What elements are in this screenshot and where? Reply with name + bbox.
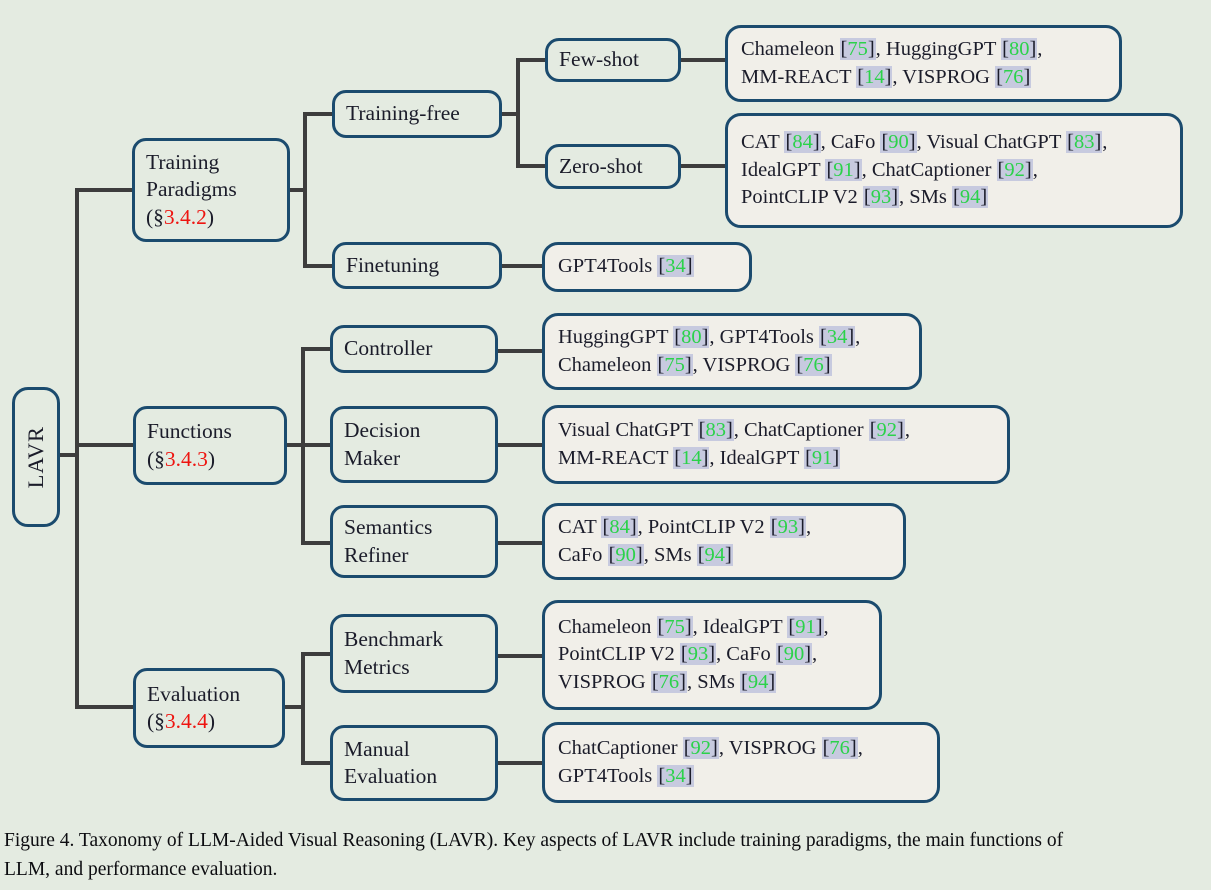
node-controller: Controller (330, 325, 498, 373)
node-semantics-refiner: Semantics Refiner (330, 505, 498, 578)
citation-ref: [94] (697, 543, 732, 566)
connector-controller-leaf (496, 349, 544, 353)
connector-branch-semantics-refiner (301, 541, 332, 545)
connector-manual-evaluation-leaf (496, 761, 544, 765)
node-functions: Functions (§3.4.3) (133, 406, 287, 485)
citation-ref: [76] (796, 353, 831, 376)
citation-ref: [91] (826, 158, 861, 181)
citation-ref: [83] (1067, 131, 1102, 154)
citation-ref: [90] (608, 543, 643, 566)
citation-ref: [92] (997, 158, 1032, 181)
citation-ref: [80] (674, 326, 709, 349)
connector-benchmark-metrics-leaf (496, 654, 544, 658)
connector-semantics-refiner-leaf (496, 541, 544, 545)
citation-ref: [83] (698, 419, 733, 442)
node-zero-shot: Zero-shot (545, 144, 681, 189)
node-decision-maker: Decision Maker (330, 406, 498, 483)
connector-branch-controller (301, 347, 332, 351)
citation-ref: [84] (785, 131, 820, 154)
connector-branch-training-free (303, 112, 334, 116)
connector-finetuning-leaf (500, 264, 544, 268)
caption-line-1: Figure 4. Taxonomy of LLM-Aided Visual Reasoning (LAVR). Key aspects of LAVR include training paradigms, the main functions of (4, 830, 1064, 851)
caption-line-2: LLM, and performance evaluation. (4, 859, 278, 881)
citation-ref: [75] (657, 615, 692, 638)
citation-ref: [84] (602, 516, 637, 539)
node-evaluation: Evaluation (§3.4.4) (133, 668, 285, 748)
connector-branch-benchmark-metrics (301, 652, 332, 656)
node-lavr-root (12, 387, 60, 527)
connector-ev-trunk (301, 652, 305, 765)
leaf-few-shot-methods: Chameleon [75], HuggingGPT [80], MM-REACT [14], VISPROG [76] (725, 25, 1122, 102)
node-training-paradigms: Training Paradigms (§3.4.2) (132, 138, 290, 242)
citation-ref: [75] (840, 38, 875, 61)
leaf-controller-methods: HuggingGPT [80], GPT4Tools [34], Chameleon [75], VISPROG [76] (542, 313, 922, 390)
citation-ref: [76] (996, 65, 1031, 88)
connector-branch-training-paradigms (75, 188, 134, 192)
citation-ref: [14] (857, 65, 892, 88)
connector-decision-maker-leaf (496, 443, 544, 447)
connector-few-shot-leaf (679, 58, 727, 62)
node-manual-evaluation: Manual Evaluation (330, 725, 498, 801)
node-finetuning: Finetuning (332, 242, 502, 289)
connector-zero-shot-leaf (679, 164, 727, 168)
citation-ref: [93] (680, 643, 716, 666)
citation-ref: [90] (881, 131, 916, 154)
leaf-decision-maker-methods: Visual ChatGPT [83], ChatCaptioner [92], MM-REACT [14], IdealGPT [91] (542, 405, 1010, 484)
leaf-benchmark-metrics-methods: Chameleon [75], IdealGPT [91], PointCLIP V2 [93], CaFo [90], VISPROG [76], SMs [94] (542, 600, 882, 710)
citation-ref: [75] (657, 353, 692, 376)
leaf-manual-evaluation-methods: ChatCaptioner [92], VISPROG [76], GPT4Tools [34] (542, 722, 940, 803)
citation-ref: [14] (674, 446, 709, 469)
citation-ref: [91] (805, 446, 840, 469)
leaf-semantics-refiner-methods: CAT [84], PointCLIP V2 [93], CaFo [90], SMs [94] (542, 503, 906, 580)
connector-branch-manual-evaluation (301, 761, 332, 765)
connector-tp-trunk (303, 112, 307, 268)
connector-branch-evaluation (75, 705, 135, 709)
connector-root-trunk (75, 188, 79, 709)
citation-ref: [90] (776, 643, 812, 666)
citation-ref: [94] (740, 670, 776, 693)
connector-tf-trunk (516, 58, 520, 168)
citation-ref: [34] (820, 326, 855, 349)
connector-branch-zero-shot (516, 164, 547, 168)
node-training-free: Training-free (332, 90, 502, 138)
citation-ref: [91] (788, 615, 823, 638)
citation-ref: [93] (770, 516, 805, 539)
figure-caption (4, 826, 1208, 885)
leaf-zero-shot-methods: CAT [84], CaFo [90], Visual ChatGPT [83], IdealGPT [91], ChatCaptioner [92], PointCLIP V2 [93], SMs [94] (725, 113, 1183, 228)
citation-ref: [34] (658, 764, 693, 787)
citation-ref: [76] (651, 670, 686, 693)
connector-branch-finetuning (303, 264, 334, 268)
citation-ref: [76] (822, 737, 857, 760)
citation-ref: [92] (683, 737, 718, 760)
leaf-finetuning-methods: GPT4Tools [34] (542, 242, 752, 292)
citation-ref: [94] (953, 186, 988, 209)
citation-ref: [93] (863, 186, 899, 209)
citation-ref: [80] (1002, 38, 1037, 61)
citation-ref: [34] (658, 255, 693, 278)
citation-ref: [92] (869, 419, 904, 442)
node-benchmark-metrics: Benchmark Metrics (330, 614, 498, 693)
node-few-shot: Few-shot (545, 38, 681, 82)
connector-branch-decision-maker (301, 443, 332, 447)
connector-branch-few-shot (516, 58, 547, 62)
root-label: LAVR (22, 425, 48, 489)
connector-branch-functions (75, 443, 135, 447)
